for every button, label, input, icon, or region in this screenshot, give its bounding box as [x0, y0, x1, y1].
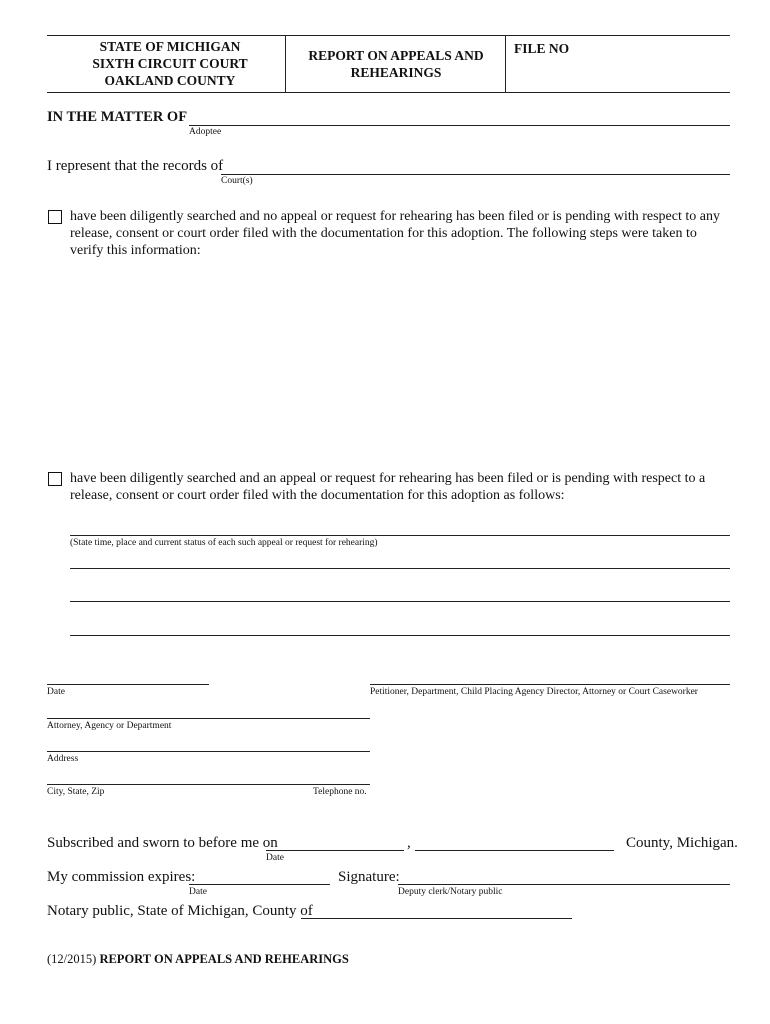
county-michigan-label: County, Michigan.	[626, 835, 738, 851]
attorney-field[interactable]	[47, 718, 370, 719]
no-appeal-text	[70, 208, 740, 259]
courts-caption: Court(s)	[221, 176, 253, 186]
court-line-circuit: SIXTH CIRCUIT COURT	[92, 56, 248, 71]
petitioner-signature-field[interactable]	[370, 684, 730, 685]
header-top-rule	[47, 35, 730, 36]
records-label: I represent that the records of	[47, 158, 224, 174]
no-appeal-checkbox[interactable]	[48, 210, 62, 224]
form-version: (12/2015)	[47, 952, 97, 966]
verification-steps-area[interactable]	[70, 265, 730, 460]
city-caption: City, State, Zip	[47, 787, 105, 797]
appeal-pending-line-2: release, consent or court order filed with the documentation for this adoption as follows:	[70, 488, 565, 503]
notary-county-label: Notary public, State of Michigan, County of	[47, 903, 313, 919]
appeal-pending-checkbox[interactable]	[48, 472, 62, 486]
date-field[interactable]	[47, 684, 209, 685]
form-footer	[47, 952, 349, 967]
court-line-state: STATE OF MICHIGAN	[99, 39, 241, 54]
form-title-line-2: REHEARINGS	[350, 65, 442, 80]
no-appeal-line-3: verify this information:	[70, 243, 201, 258]
no-appeal-line-2: release, consent or court order filed with the documentation for this adoption. The following steps were taken to	[70, 226, 697, 241]
subscribed-date-field[interactable]	[266, 850, 404, 851]
appeal-status-line-4[interactable]	[70, 635, 730, 636]
city-telephone-field[interactable]	[47, 784, 370, 785]
appeal-status-line-2[interactable]	[70, 568, 730, 569]
commission-date-field[interactable]	[189, 884, 330, 885]
subscribed-county-field[interactable]	[415, 850, 614, 851]
notary-county-field[interactable]	[301, 918, 572, 919]
adoptee-field[interactable]	[189, 125, 730, 126]
appeal-pending-line-1: have been diligently searched and an appeal or request for rehearing has been filed or is pending with respect to a	[70, 471, 706, 486]
header-bottom-rule	[47, 92, 730, 93]
address-field[interactable]	[47, 751, 370, 752]
matter-label: IN THE MATTER OF	[47, 109, 188, 125]
subscribed-label: Subscribed and sworn to before me on	[47, 835, 278, 851]
signature-label: Signature:	[338, 869, 400, 885]
petitioner-caption: Petitioner, Department, Child Placing Agency Director, Attorney or Court Caseworker	[370, 687, 698, 697]
telephone-caption: Telephone no.	[313, 787, 367, 797]
commission-label: My commission expires:	[47, 869, 196, 885]
adoptee-caption: Adoptee	[189, 127, 222, 137]
footer-form-title: REPORT ON APPEALS AND REHEARINGS	[99, 952, 349, 966]
notary-signature-field[interactable]	[398, 884, 730, 885]
court-line-county: OAKLAND COUNTY	[104, 73, 236, 88]
header-divider-2	[505, 35, 506, 92]
subscribed-date-caption: Date	[266, 853, 284, 863]
form-title	[290, 47, 502, 81]
court-name	[60, 38, 280, 89]
commission-date-caption: Date	[189, 887, 207, 897]
header-divider-1	[285, 35, 286, 92]
courts-field[interactable]	[221, 174, 730, 175]
form-title-line-1: REPORT ON APPEALS AND	[308, 48, 484, 63]
address-caption: Address	[47, 754, 79, 764]
date-caption: Date	[47, 687, 65, 697]
appeal-status-caption: (State time, place and current status of each such appeal or request for rehearing)	[70, 538, 378, 548]
subscribed-comma: ,	[407, 835, 411, 851]
no-appeal-line-1: have been diligently searched and no appeal or request for rehearing has been filed or is pending with respect to any	[70, 209, 720, 224]
appeal-status-line-1[interactable]	[70, 535, 730, 536]
file-no-label: FILE NO	[514, 41, 570, 56]
attorney-caption: Attorney, Agency or Department	[47, 721, 172, 731]
appeal-pending-text	[70, 470, 740, 504]
deputy-caption: Deputy clerk/Notary public	[398, 887, 503, 897]
appeal-status-line-3[interactable]	[70, 601, 730, 602]
